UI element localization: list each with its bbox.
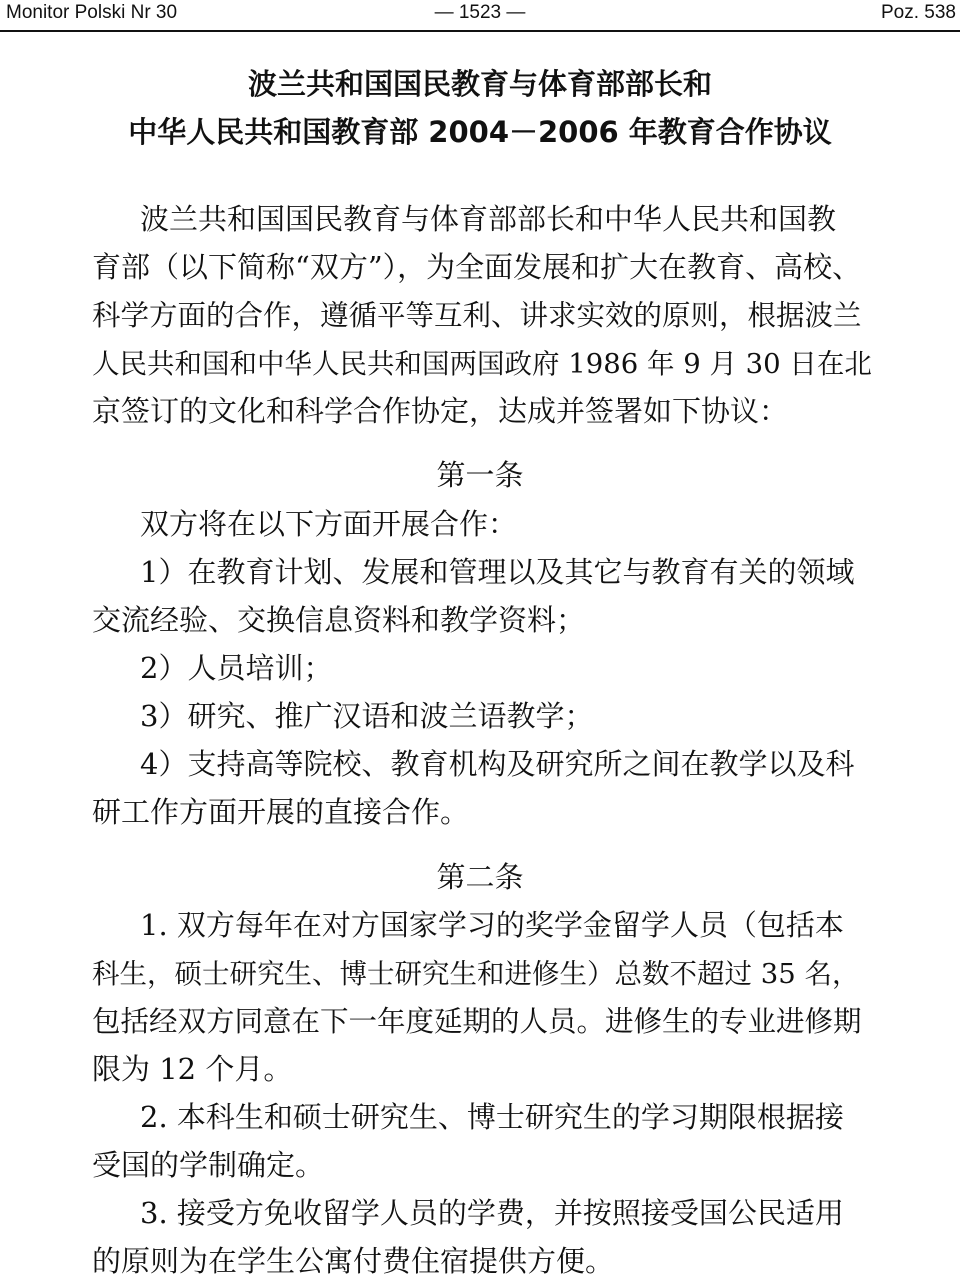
document-title-line-1: 波兰共和国国民教育与体育部部长和 (247, 67, 712, 101)
article-1-line: 4）支持高等院校、教育机构及研究所之间在教学以及科 (140, 747, 855, 781)
article-2-line: 包括经双方同意在下一年度延期的人员。进修生的专业进修期 (92, 1005, 862, 1038)
article-1-line: 交流经验、交换信息资料和教学资料； (92, 603, 586, 637)
article-1-line: 2）人员培训； (140, 651, 333, 685)
article-2-line: 3. 接受方免收留学人员的学费，并按照接受国公民适用 (140, 1196, 844, 1230)
page-number: — 1523 — (434, 2, 526, 23)
position-number: Poz. 538 (881, 2, 956, 23)
article-2-line: 2. 本科生和硕士研究生、博士研究生的学习期限根据接 (140, 1100, 844, 1134)
document-title-line-2: 中华人民共和国教育部 2004－2006 年教育合作协议 (128, 115, 832, 149)
article-1-line: 双方将在以下方面开展合作： (140, 507, 518, 541)
page-header (0, 0, 960, 30)
header-rule (0, 30, 960, 32)
article-2-line: 科生，硕士研究生、博士研究生和进修生）总数不超过 35 名， (92, 958, 860, 990)
preamble-line: 京签订的文化和科学合作协定，达成并签署如下协议： (92, 394, 789, 428)
article-2-line: 的原则为在学生公寓付费住宿提供方便。 (92, 1244, 615, 1278)
journal-name: Monitor Polski Nr 30 (6, 2, 178, 23)
article-2-heading: 第二条 (436, 860, 524, 894)
article-2-line: 限为 12 个月。 (92, 1052, 293, 1086)
preamble-line: 育部（以下简称“双方”），为全面发展和扩大在教育、高校、 (92, 250, 862, 284)
preamble-line: 波兰共和国国民教育与体育部部长和中华人民共和国教 (140, 202, 837, 236)
article-1-heading: 第一条 (436, 458, 524, 492)
article-1-line: 研工作方面开展的直接合作。 (92, 795, 470, 829)
preamble-line: 人民共和国和中华人民共和国两国政府 1986 年 9 月 30 日在北 (92, 348, 872, 380)
article-1-line: 1）在教育计划、发展和管理以及其它与教育有关的领域 (140, 555, 855, 589)
article-1-line: 3）研究、推广汉语和波兰语教学； (140, 699, 594, 733)
article-2-line: 受国的学制确定。 (92, 1148, 325, 1182)
preamble-line: 科学方面的合作，遵循平等互利、讲求实效的原则，根据波兰 (92, 299, 862, 332)
article-2-line: 1. 双方每年在对方国家学习的奖学金留学人员（包括本 (140, 908, 844, 942)
